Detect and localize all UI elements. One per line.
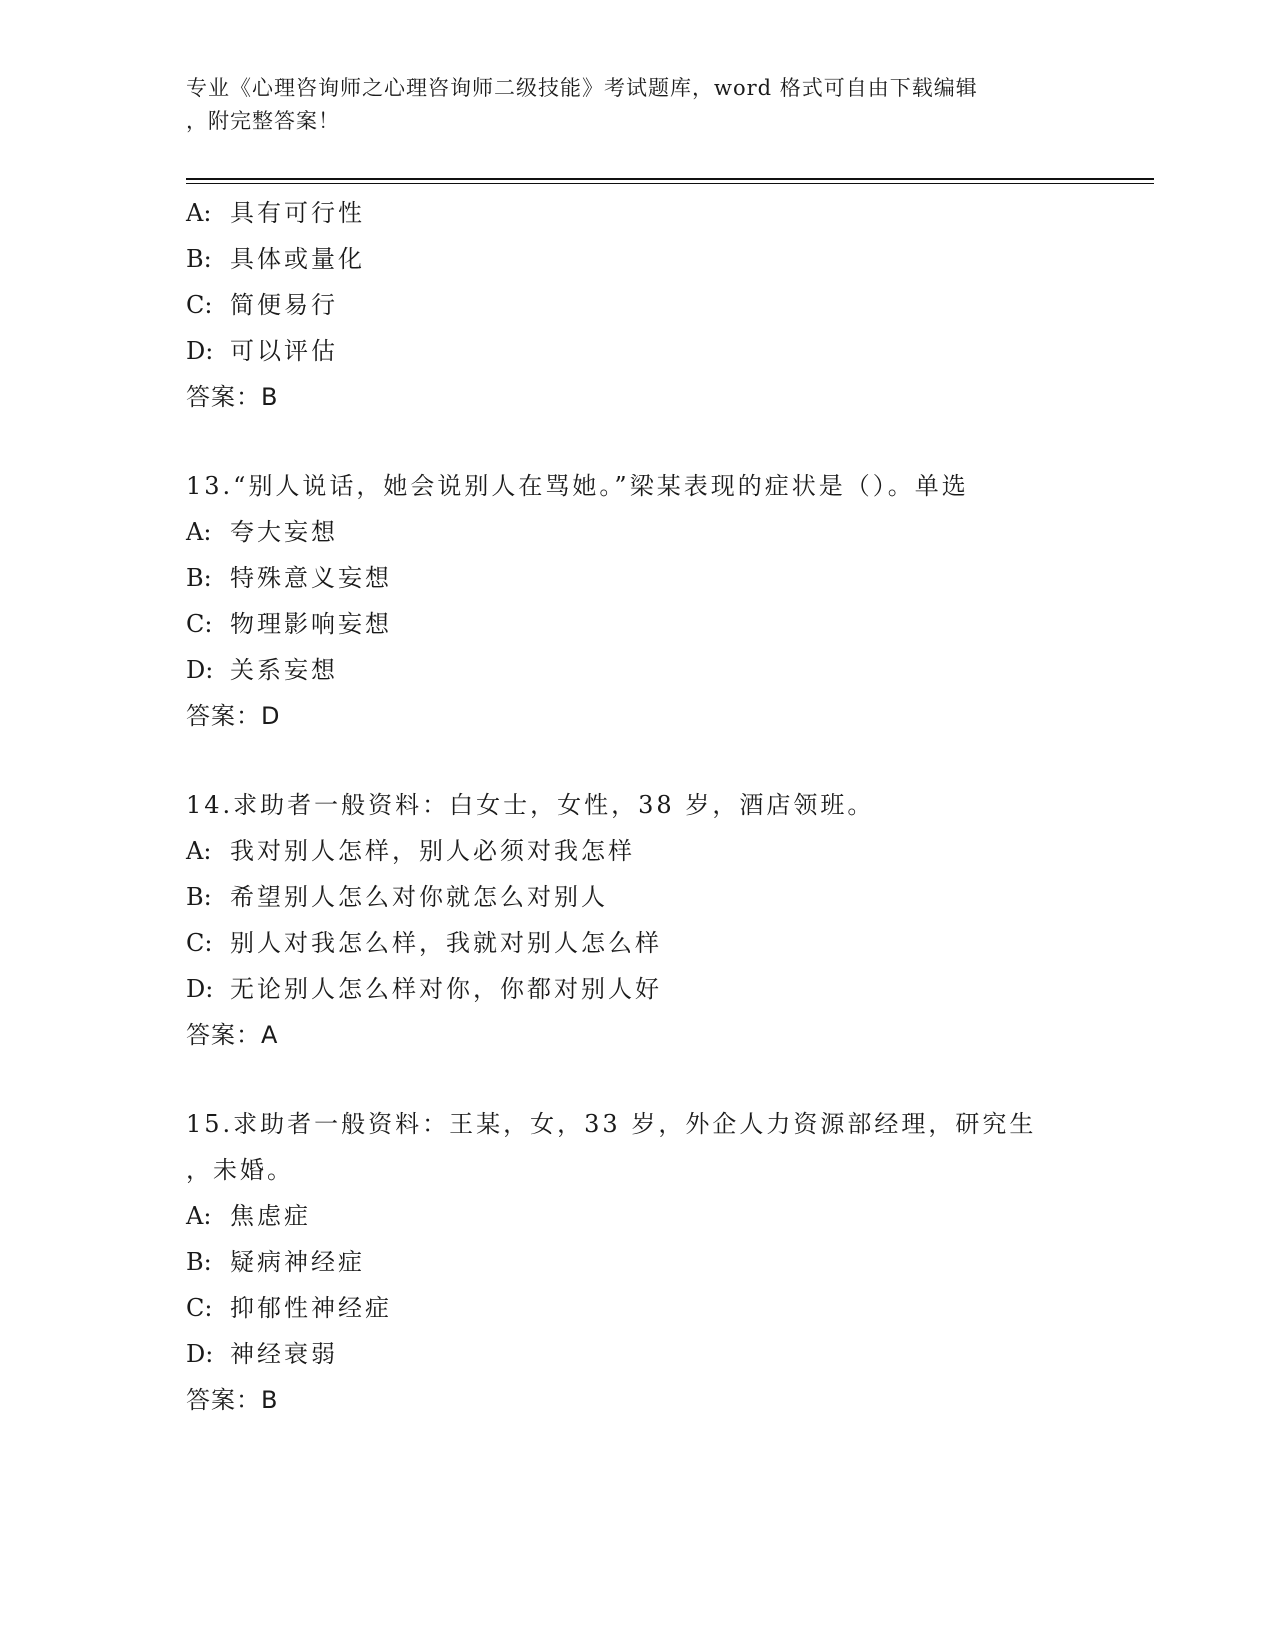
option-text: 简便易行 <box>230 291 338 319</box>
option-text: 可以评估 <box>230 337 338 365</box>
option-b <box>186 874 1146 920</box>
document-header <box>186 72 1066 138</box>
option-a <box>186 1193 1146 1239</box>
option-key: C: <box>186 1294 213 1322</box>
option-key: D: <box>186 1340 214 1368</box>
option-text: 物理影响妄想 <box>230 610 392 638</box>
option-b <box>186 1239 1146 1285</box>
option-key: C: <box>186 291 213 319</box>
option-text: 具体或量化 <box>230 245 365 273</box>
question-12-continued <box>186 190 1146 420</box>
header-divider-thick <box>186 178 1154 180</box>
option-key: D: <box>186 337 214 365</box>
option-d <box>186 966 1146 1012</box>
answer-line: 答案：D <box>186 702 281 730</box>
option-key: B: <box>186 564 212 592</box>
option-a <box>186 509 1146 555</box>
option-text: 具有可行性 <box>230 199 365 227</box>
option-key: D: <box>186 975 214 1003</box>
answer-line: 答案：B <box>186 1386 279 1414</box>
option-text: 神经衰弱 <box>230 1340 338 1368</box>
option-b <box>186 555 1146 601</box>
option-text: 希望别人怎么对你就怎么对别人 <box>230 883 608 911</box>
question-stem: 15.求助者一般资料：王某，女，33 岁，外企人力资源部经理，研究生 <box>186 1110 1037 1138</box>
option-c <box>186 601 1146 647</box>
option-d <box>186 647 1146 693</box>
option-text: 疑病神经症 <box>230 1248 365 1276</box>
option-key: A: <box>186 837 212 865</box>
option-key: B: <box>186 245 212 273</box>
option-b <box>186 236 1146 282</box>
option-text: 夸大妄想 <box>230 518 338 546</box>
option-c <box>186 1285 1146 1331</box>
option-key: A: <box>186 1202 212 1230</box>
option-d <box>186 328 1146 374</box>
option-key: B: <box>186 1248 212 1276</box>
question-stem: 13.“别人说话，她会说别人在骂她。”梁某表现的症状是（）。单选 <box>186 472 969 500</box>
question-15 <box>186 1101 1146 1423</box>
question-14 <box>186 782 1146 1058</box>
option-key: A: <box>186 199 212 227</box>
header-title-line-2: ，附完整答案！ <box>186 109 340 133</box>
spacer <box>186 1058 1146 1101</box>
option-key: A: <box>186 518 212 546</box>
option-text: 我对别人怎样，别人必须对我怎样 <box>230 837 635 865</box>
option-text: 关系妄想 <box>230 656 338 684</box>
header-title-line-1: 专业《心理咨询师之心理咨询师二级技能》考试题库，word 格式可自由下载编辑 <box>186 76 978 100</box>
question-stem: 14.求助者一般资料：白女士，女性，38 岁，酒店领班。 <box>186 791 875 819</box>
option-a <box>186 828 1146 874</box>
question-13 <box>186 463 1146 739</box>
answer-line: 答案：A <box>186 1021 279 1049</box>
question-list <box>186 190 1146 1423</box>
option-key: D: <box>186 656 214 684</box>
option-a <box>186 190 1146 236</box>
option-text: 无论别人怎么样对你，你都对别人好 <box>230 975 662 1003</box>
option-key: C: <box>186 929 213 957</box>
header-divider-thin <box>186 183 1154 184</box>
option-c <box>186 920 1146 966</box>
option-key: B: <box>186 883 212 911</box>
spacer <box>186 739 1146 782</box>
option-d <box>186 1331 1146 1377</box>
question-stem-continued: ，未婚。 <box>186 1156 294 1184</box>
spacer <box>186 420 1146 463</box>
option-text: 抑郁性神经症 <box>230 1294 392 1322</box>
answer-line: 答案：B <box>186 383 279 411</box>
option-text: 焦虑症 <box>230 1202 311 1230</box>
option-key: C: <box>186 610 213 638</box>
option-c <box>186 282 1146 328</box>
option-text: 特殊意义妄想 <box>230 564 392 592</box>
option-text: 别人对我怎么样，我就对别人怎么样 <box>230 929 662 957</box>
